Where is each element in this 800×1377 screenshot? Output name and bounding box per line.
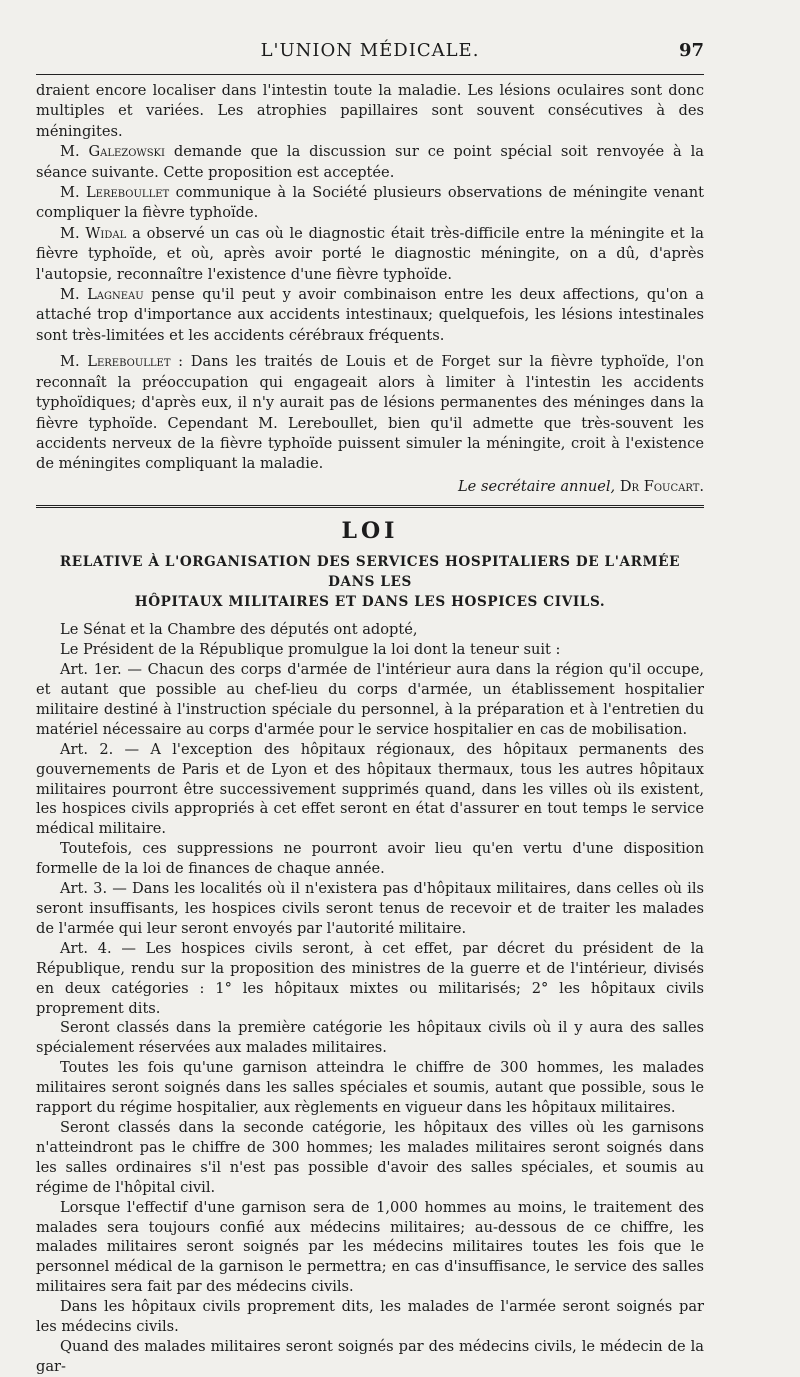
page-header [36, 40, 704, 70]
discussion-paragraph [36, 224, 704, 285]
law-paragraph: Seront classés dans la première catégorie les hôpitaux civils où il y aura des salles spécialement réservées aux malades militaires. [36, 1019, 704, 1057]
paragraph-text: a observé un cas où le diagnostic était très-difficile entre la méningite et la fièvre typhoïde, et où, après avoir porté le diagnostic méningite, on a dû, d'après l'autopsie, reconnaître l'existence d'une fièvre typhoïde. [36, 224, 704, 283]
speaker: M. Lereboullet [60, 184, 170, 202]
society-discussion [36, 81, 704, 497]
paragraph-text: pense qu'il peut y avoir combinaison entre les deux affections, qu'on a attaché trop d'importance aux accidents intestinaux; quelquefois, les lésions intestinales sont très-limitées et les accidents cérébraux fréquents. [36, 286, 704, 344]
law-paragraph: Lorsque l'effectif d'une garnison sera de 1,000 hommes au moins, le traitement des malades sera toujours confié aux médecins militaires; au-dessous de ce chiffre, les malades militaires seront soignés par les médecins militaires toutes les fois que le personnel médical de la garnison le permettra; en cas d'insuffisance, le service des salles militaires sera fait par des médecins civils. [36, 1198, 704, 1296]
law-paragraph: Le Président de la République promulgue la loi dont la teneur suit : [60, 641, 561, 659]
law-paragraph: Dans les hôpitaux civils proprement dits, les malades de l'armée seront soignés par les médecins civils. [36, 1298, 704, 1336]
header-rule [36, 74, 704, 75]
discussion-paragraph [36, 285, 704, 346]
law-article: Art. 4. — Les hospices civils seront, à cet effet, par décret du président de la République, rendu sur la proposition des ministres de la guerre et de l'intérieur, divisés en deux catégories : 1° les hôpitaux mixtes ou militarisés; 2° les hôpitaux civils proprement dits. [36, 939, 704, 1017]
page-number: 97 [678, 40, 704, 61]
discussion-paragraph [36, 142, 704, 183]
document-page [36, 40, 704, 1377]
speaker: M. Lereboullet : [60, 353, 184, 371]
paragraph-text: demande que la discussion sur ce point spécial soit renvoyée à la séance suivante. Cette proposition est acceptée. [36, 143, 704, 181]
law-paragraph: Seront classés dans la seconde catégorie, les hôpitaux des villes où les garnisons n'atteindront pas le chiffre de 300 hommes; les malades militaires seront soignés dans les salles ordinaires s'il n'est pas possible d'avoir des salles spéciales, et soumis au régime de l'hôpital civil. [36, 1118, 704, 1196]
law-subtitle [36, 552, 704, 612]
speaker: M. Lagneau [60, 286, 144, 304]
law-paragraph: Le Sénat et la Chambre des députés ont adopté, [60, 621, 418, 639]
law-article: Art. 1er. — Chacun des corps d'armée de l'intérieur aura dans la région qu'il occupe, et autant que possible au chef-lieu du corps d'armée, un établissement hospitalier militaire destiné à l'instruction spéciale du personnel, à la préparation et à l'entretien du matériel nécessaire au corps d'armée pour le service hospitalier en cas de mobilisation. [36, 661, 704, 738]
section-rule [36, 505, 704, 508]
signature-name: Dr Foucart. [615, 477, 704, 495]
law-paragraph: Toutefois, ces suppressions ne pourront avoir lieu qu'en vertu d'une disposition formelle de la loi de finances de chaque année. [36, 840, 704, 878]
signature [36, 477, 704, 498]
law-article: Art. 3. — Dans les localités où il n'existera pas d'hôpitaux militaires, dans celles où ils seront insuffisants, les hospices civils seront tenus de recevoir et de traiter les malades de l'armée qui leur seront envoyés par l'autorité militaire. [36, 880, 704, 937]
law-subtitle-line: RELATIVE À L'ORGANISATION DES SERVICES HOSPITALIERS DE L'ARMÉE DANS LES [59, 554, 681, 591]
law-article: Art. 2. — A l'exception des hôpitaux régionaux, des hôpitaux permanents des gouvernements de Paris et de Lyon et des hôpitaux thermaux, tous les autres hôpitaux militaires pourront être successivement supprimés quand, dans les villes où ils existent, les hospices civils appropriés à cet effet seront en état d'assurer en tout temps le service médical militaire. [36, 740, 704, 838]
speaker: M. Widal [60, 224, 127, 242]
discussion-paragraph [36, 352, 704, 474]
law-heading: LOI [341, 518, 399, 545]
law-paragraph: Quand des malades militaires seront soignés par des médecins civils, le médecin de la gar- [36, 1337, 704, 1375]
journal-title: L'UNION MÉDICALE. [260, 40, 480, 61]
paragraph-text: Dans les traités de Louis et de Forget sur la fièvre typhoïde, l'on reconnaît la préoccupation qui engageait alors à limiter à l'intestin les accidents typhoïdiques; d'après eux, il n'y aurait pas de lésions permanentes des méninges dans la fièvre typhoïde. Cependant M. Lereboullet, bien qu'il admette que très-souvent les accidents nerveux de la fièvre typhoïde puissent simuler la méningite, croit à l'existence de méningites compliquant la maladie. [36, 353, 704, 473]
law-text [36, 620, 704, 1376]
law-subtitle-line: HÔPITAUX MILITAIRES ET DANS LES HOSPICES CIVILS. [134, 594, 606, 611]
paragraph-text: communique à la Société plusieurs observations de méningite venant compliquer la fièvre typhoïde. [36, 184, 705, 222]
discussion-paragraph [36, 183, 704, 224]
law-paragraph: Toutes les fois qu'une garnison atteindra le chiffre de 300 hommes, les malades militaires seront soignés dans les salles spéciales et soumis, autant que possible, sous le rapport du régime hospitalier, aux règlements en vigueur dans les hôpitaux militaires. [36, 1059, 704, 1117]
discussion-paragraph [36, 81, 704, 142]
paragraph-text: draient encore localiser dans l'intestin toute la maladie. Les lésions oculaires sont donc multiples et variées. Les atrophies papillaires sont souvent consécutives à des méningites. [36, 82, 704, 140]
speaker: M. Galezowski [60, 143, 165, 161]
signature-role: Le secrétaire annuel, [457, 477, 616, 495]
